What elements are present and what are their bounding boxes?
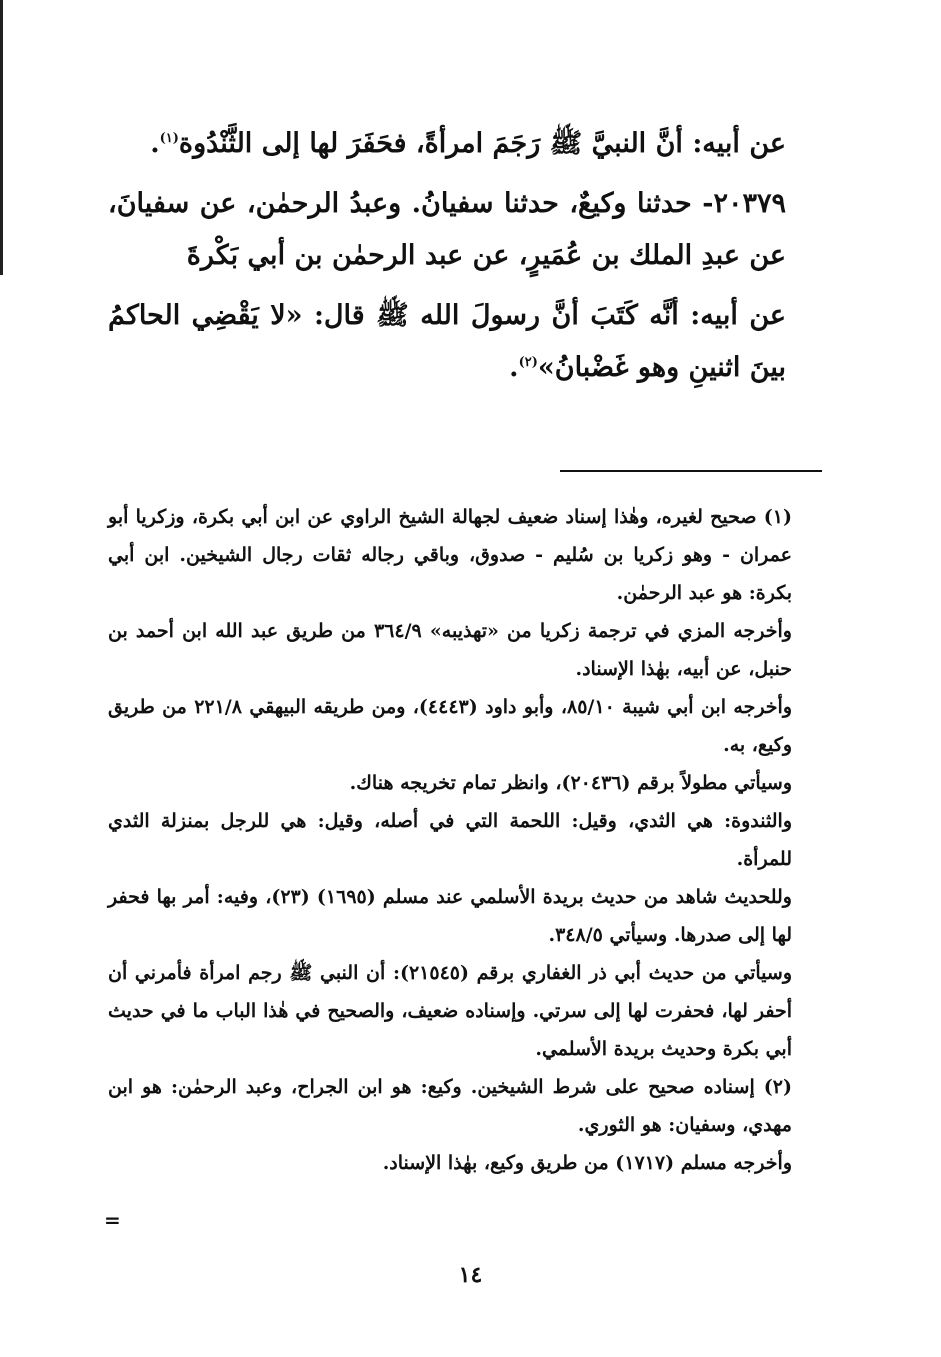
footnote-paragraph: والثندوة: هي الثدي، وقيل: اللحمة التي في أصله، وقيل: هي للرجل بمنزلة الثدي للمرأة. (108, 810, 792, 870)
footnote-paragraph: (٢) إسناده صحيح على شرط الشيخين. وكيع: هو ابن الجراح، وعبد الرحمٰن: هو ابن مهدي، وسفيان: هو الثوري. (108, 1076, 792, 1136)
main-paragraph-2-text: ٢٠٣٧٩- حدثنا وكيعٌ، حدثنا سفيانُ. وعبدُ الرحمٰن، عن سفيانَ، عن عبدِ الملك بن عُمَيرٍ، عن عبد الرحمٰن بن أبي بَكْرةَ (108, 188, 786, 271)
main-paragraph-1-end: . (150, 128, 160, 159)
main-paragraph-1 (108, 118, 820, 170)
main-text (108, 118, 820, 394)
continuation-mark: = (104, 1208, 121, 1232)
main-paragraph-3-end: . (509, 352, 519, 383)
footnote-paragraph: وسيأتي من حديث أبي ذر الغفاري برقم (٢١٥٤٥): أن النبي ﷺ رجم امرأة فأمرني أن أحفر لها، فحفرت لها إلى سرتي. وإسناده ضعيف، والصحيح في هٰذا الباب ما في حديث أبي بكرة وحديث بريدة الأسلمي. (108, 962, 792, 1060)
footnote-paragraph: وأخرجه المزي في ترجمة زكريا من «تهذيبه» ٣٦٤/٩ من طريق عبد الله ابن أحمد بن حنبل، عن أبيه، بهٰذا الإسناد. (108, 620, 792, 680)
footnote-paragraph: وسيأتي مطولاً برقم (٢٠٤٣٦)، وانظر تمام تخريجه هناك. (349, 772, 792, 794)
footnotes (108, 498, 820, 1182)
footnote-separator (560, 470, 822, 472)
footnote-paragraph: وأخرجه مسلم (١٧١٧) من طريق وكيع، بهٰذا الإسناد. (382, 1152, 792, 1174)
main-paragraph-3 (108, 290, 820, 394)
page-number: ١٤ (458, 1262, 483, 1288)
footnote-paragraph: (١) صحيح لغيره، وهٰذا إسناد ضعيف لجهالة الشيخ الراوي عن ابن أبي بكرة، وزكريا أبو عمران - وهو زكريا بن سُليم - صدوق، وباقي رجاله ثقات رجال الشيخين. ابن أبي بكرة: هو عبد الرحمٰن. (108, 506, 792, 604)
main-paragraph-2 (108, 178, 820, 282)
main-paragraph-3-text: عن أبيه: أنَّه كَتَبَ أنَّ رسولَ الله ﷺ قال: «لا يَقْضِي الحاكمُ بينَ اثنينِ وهو غَضْبانُ» (108, 300, 786, 383)
footnote-ref-1: (١) (159, 131, 179, 146)
scan-edge-line (0, 0, 3, 275)
footnote-paragraph: وللحديث شاهد من حديث بريدة الأسلمي عند مسلم (١٦٩٥) (٢٣)، وفيه: أمر بها فحفر لها إلى صدرها. وسيأتي ٣٤٨/٥. (108, 886, 792, 946)
footnote-ref-2: (٢) (518, 355, 538, 370)
main-paragraph-1-text: عن أبيه: أنَّ النبيَّ ﷺ رَجَمَ امرأةً، فحَفَرَ لها إلى الثَّنْدُوة (178, 128, 786, 159)
footnote-paragraph: وأخرجه ابن أبي شيبة ٨٥/١٠، وأبو داود (٤٤٤٣)، ومن طريقه البيهقي ٢٢١/٨ من طريق وكيع، به. (108, 696, 792, 756)
